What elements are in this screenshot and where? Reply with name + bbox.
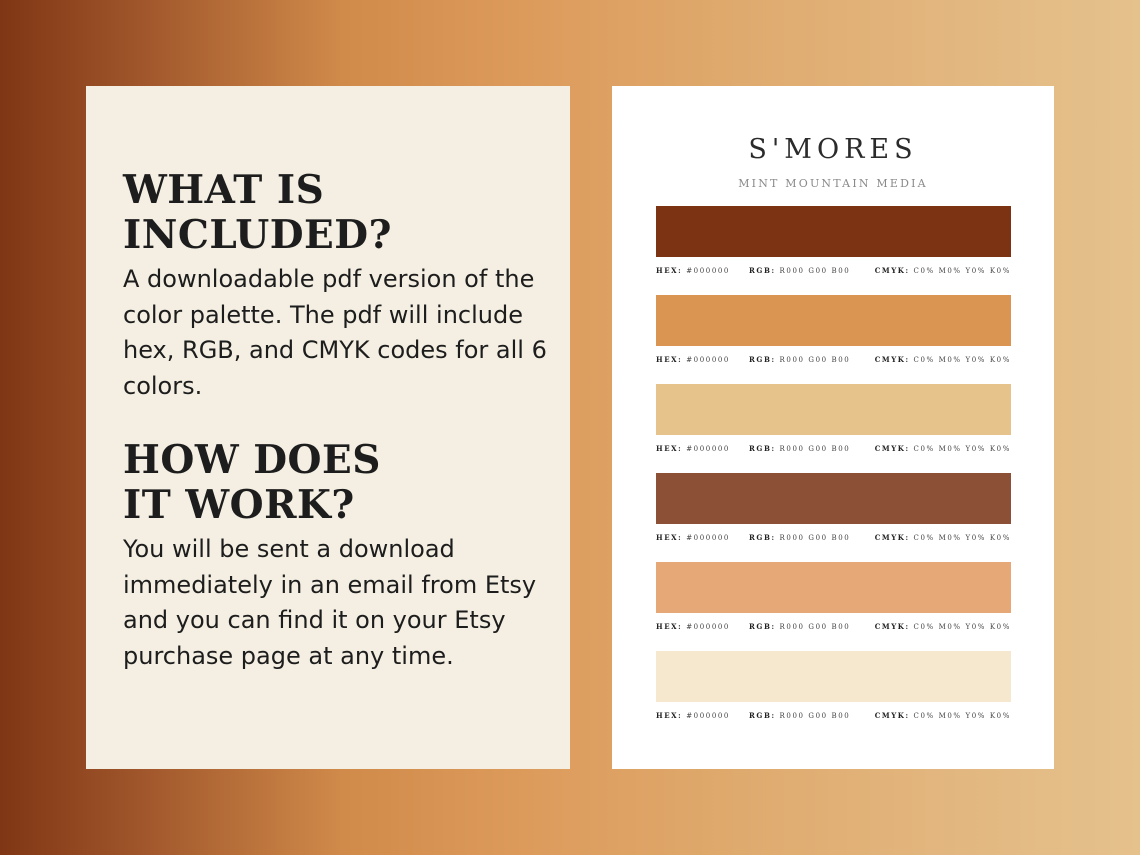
rgb-value: R000 G00 B00	[779, 445, 851, 453]
cmyk-label: CMYK:	[874, 533, 910, 542]
color-swatch	[656, 473, 1011, 524]
rgb-label: RGB:	[749, 622, 776, 631]
color-codes	[656, 444, 1011, 456]
hex-label: HEX:	[656, 533, 683, 542]
hex-value: #000000	[686, 356, 730, 364]
cmyk-label: CMYK:	[874, 622, 910, 631]
cmyk-value: C0% M0% Y0% K0%	[913, 445, 1011, 453]
swatch-list	[656, 206, 1011, 740]
rgb-value: R000 G00 B00	[779, 356, 851, 364]
hex-value: #000000	[686, 534, 730, 542]
hex-value: #000000	[686, 267, 730, 275]
cmyk-value: C0% M0% Y0% K0%	[913, 623, 1011, 631]
cmyk-label: CMYK:	[874, 444, 910, 453]
info-panel	[86, 86, 570, 769]
color-swatch	[656, 295, 1011, 346]
rgb-label: RGB:	[749, 444, 776, 453]
palette-title: S'MORES	[748, 134, 918, 165]
swatch-row	[656, 562, 1011, 651]
palette-card	[612, 86, 1054, 769]
hex-value: #000000	[686, 445, 730, 453]
color-codes	[656, 355, 1011, 367]
color-swatch	[656, 562, 1011, 613]
cmyk-label: CMYK:	[874, 355, 910, 364]
rgb-value: R000 G00 B00	[779, 712, 851, 720]
cmyk-value: C0% M0% Y0% K0%	[913, 712, 1011, 720]
cmyk-value: C0% M0% Y0% K0%	[913, 267, 1011, 275]
what-is-included-text: A downloadable pdf version of the color palette. The pdf will include hex, RGB, and CMYK codes for all 6 colors.	[123, 265, 547, 400]
what-is-included-heading: WHAT IS INCLUDED?	[123, 167, 392, 258]
color-codes	[656, 622, 1011, 634]
hex-value: #000000	[686, 623, 730, 631]
hex-value: #000000	[686, 712, 730, 720]
swatch-row	[656, 206, 1011, 295]
cmyk-value: C0% M0% Y0% K0%	[913, 356, 1011, 364]
palette-brand: MINT MOUNTAIN MEDIA	[738, 177, 928, 190]
color-swatch	[656, 651, 1011, 702]
rgb-value: R000 G00 B00	[779, 267, 851, 275]
color-codes	[656, 533, 1011, 545]
cmyk-label: CMYK:	[874, 711, 910, 720]
hex-label: HEX:	[656, 711, 683, 720]
cmyk-label: CMYK:	[874, 266, 910, 275]
hex-label: HEX:	[656, 444, 683, 453]
rgb-label: RGB:	[749, 355, 776, 364]
how-does-it-work-text: You will be sent a download immediately in an email from Etsy and you can find it on your Etsy purchase page at any time.	[123, 535, 537, 670]
hex-label: HEX:	[656, 266, 683, 275]
swatch-row	[656, 473, 1011, 562]
swatch-row	[656, 651, 1011, 740]
rgb-value: R000 G00 B00	[779, 534, 851, 542]
rgb-label: RGB:	[749, 266, 776, 275]
rgb-value: R000 G00 B00	[779, 623, 851, 631]
hex-label: HEX:	[656, 355, 683, 364]
how-does-it-work-heading: HOW DOES IT WORK?	[123, 437, 381, 528]
color-swatch	[656, 384, 1011, 435]
rgb-label: RGB:	[749, 533, 776, 542]
hex-label: HEX:	[656, 622, 683, 631]
color-codes	[656, 711, 1011, 723]
color-swatch	[656, 206, 1011, 257]
swatch-row	[656, 295, 1011, 384]
rgb-label: RGB:	[749, 711, 776, 720]
swatch-row	[656, 384, 1011, 473]
color-codes	[656, 266, 1011, 278]
cmyk-value: C0% M0% Y0% K0%	[913, 534, 1011, 542]
